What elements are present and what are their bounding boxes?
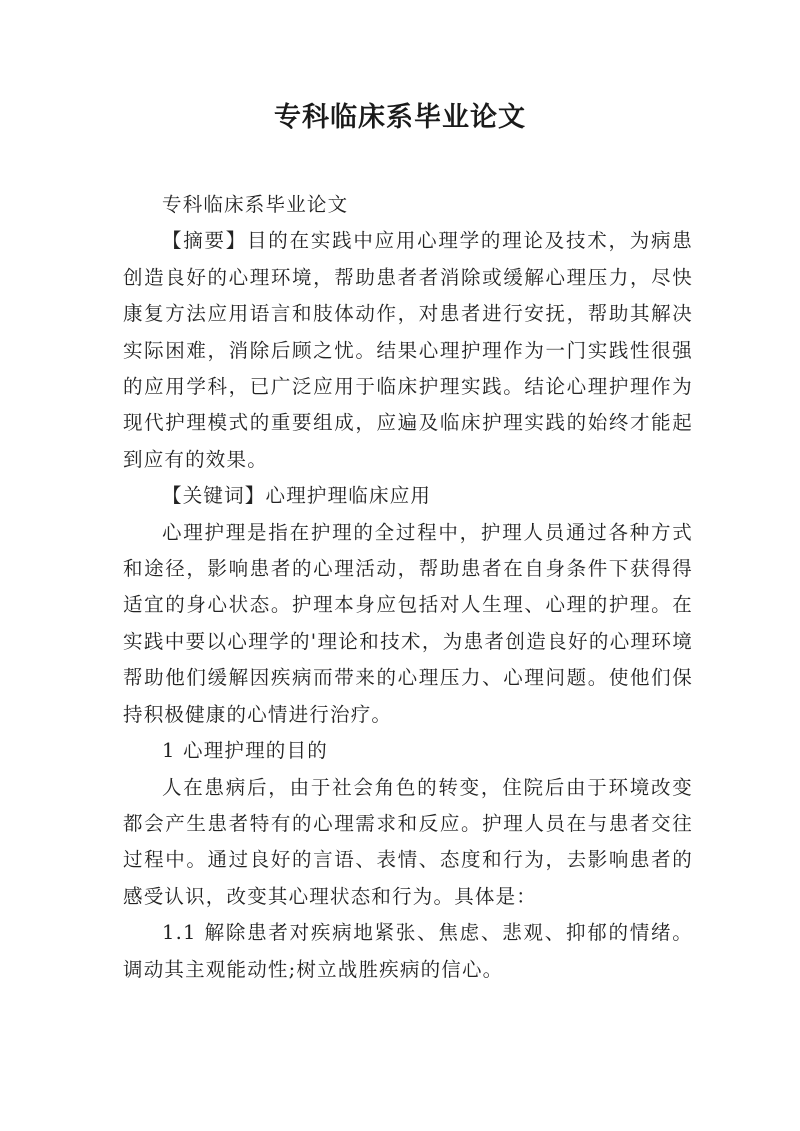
paragraph-abstract: 【摘要】目的在实践中应用心理学的理论及技术，为病患创造良好的心理环境，帮助患者者消除或缓解心理压力，尽快康复方法应用语言和肢体动作，对患者进行安抚，帮助其解决实际困难，消除后顾之忧。结果心理护理作为一门实践性很强的应用学科，已广泛应用于临床护理实践。结论心理护理作为现代护理模式的重要组成，应遍及临床护理实践的始终才能起到应有的效果。 xyxy=(123,229,693,471)
paragraph-intro: 心理护理是指在护理的全过程中，护理人员通过各种方式和途径，影响患者的心理活动，帮助患者在自身条件下获得得适宜的身心状态。护理本身应包括对人生理、心理的护理。在实践中要以心理学的'理论和技术，为患者创造良好的心理环境帮助他们缓解因疾病而带来的心理压力、心理问题。使他们保持积极健康的心情进行治疗。 xyxy=(123,520,693,726)
document-body xyxy=(123,187,693,988)
section-heading-1: 1 心理护理的目的 xyxy=(162,739,328,763)
paragraph-heading-repeat: 专科临床系毕业论文 xyxy=(162,193,349,216)
paragraph-section-1: 人在患病后，由于社会角色的转变，住院后由于环境改变都会产生患者特有的心理需求和反应。护理人员在与患者交往过程中。通过良好的言语、表情、态度和行为，去影响患者的感受认识，改变其心理状态和行为。具体是： xyxy=(123,775,693,908)
document-title: 专科临床系毕业论文 xyxy=(274,102,526,133)
paragraph-keywords: 【关键词】心理护理临床应用 xyxy=(162,484,432,508)
paragraph-section-1-1: 1.1 解除患者对疾病地紧张、焦虑、悲观、抑郁的情绪。调动其主观能动性;树立战胜疾病的信心。 xyxy=(123,921,693,981)
